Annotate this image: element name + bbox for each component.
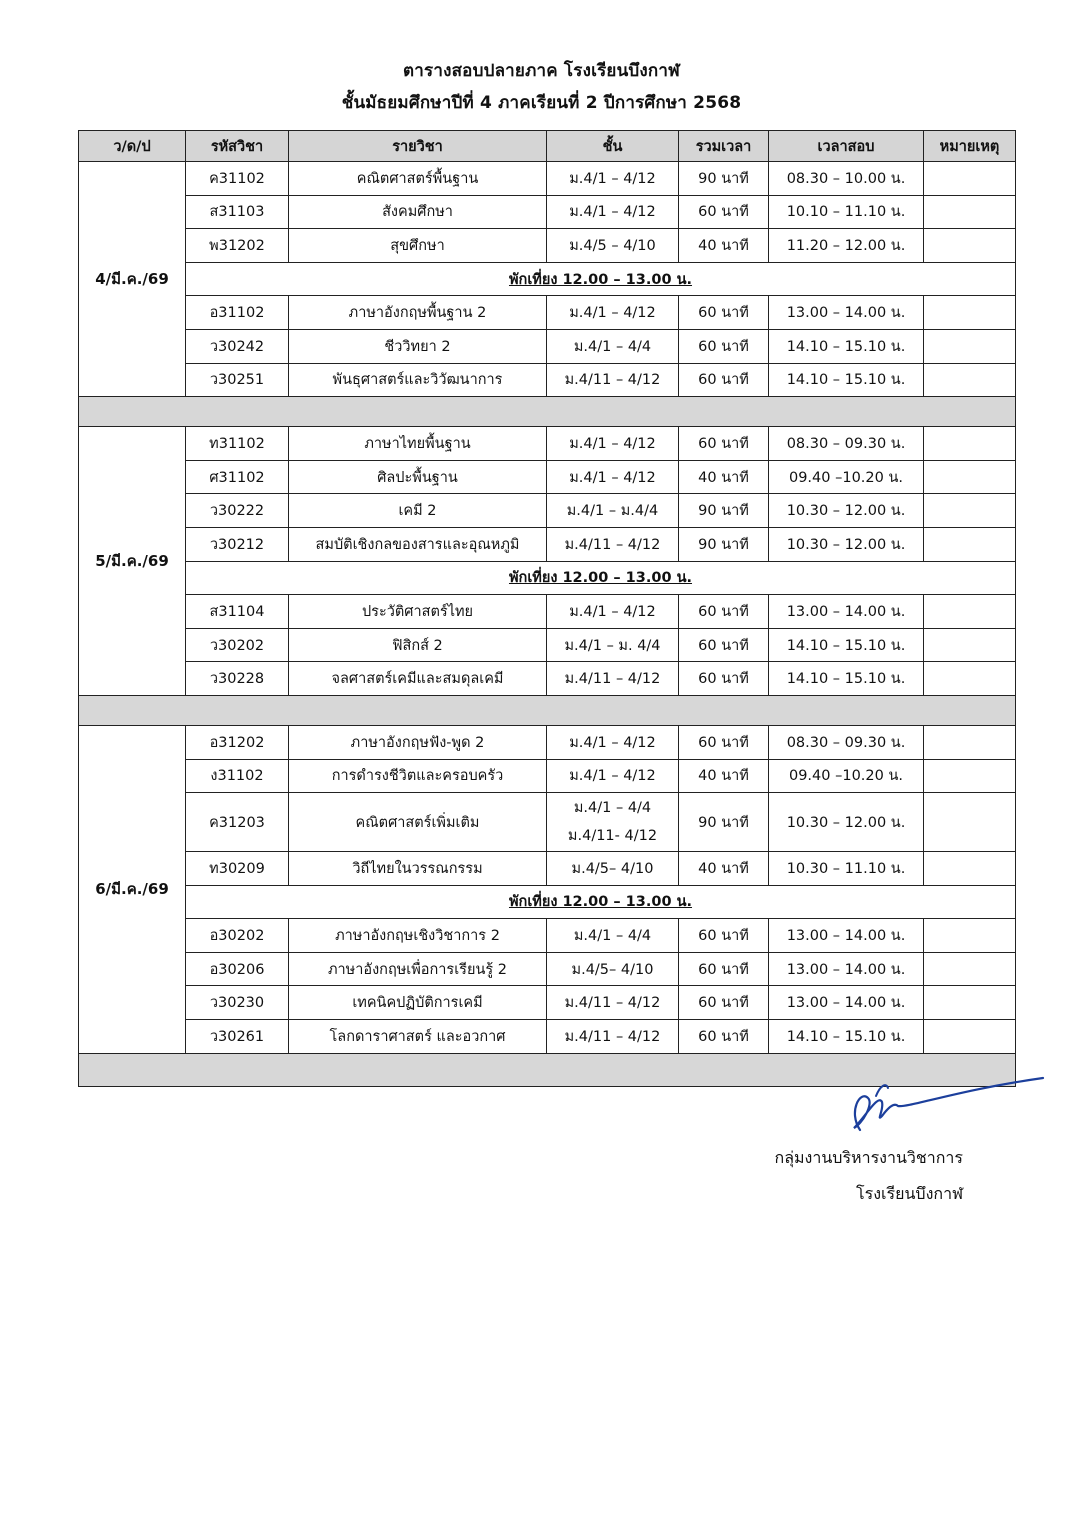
table-row [79, 296, 1016, 330]
exam-time: 13.00 – 14.00 น. [769, 296, 924, 330]
course-name: ภาษาอังกฤษฟัง-พูด 2 [289, 725, 547, 759]
class-level: ม.4/11 – 4/12 [547, 1020, 679, 1054]
course-name: วิถีไทยในวรรณกรรม [289, 852, 547, 886]
column-header-duration: รวมเวลา [679, 131, 769, 162]
lunch-break-label: พักเที่ยง 12.00 – 13.00 น. [186, 885, 1016, 919]
note-cell [924, 628, 1016, 662]
course-name: เคมี 2 [289, 494, 547, 528]
lunch-break-row [79, 262, 1016, 296]
duration: 60 นาที [679, 427, 769, 461]
exam-time: 09.40 –10.20 น. [769, 460, 924, 494]
duration: 90 นาที [679, 162, 769, 196]
course-code: ท30209 [186, 852, 289, 886]
column-header-code: รหัสวิชา [186, 131, 289, 162]
course-name: ภาษาไทยพื้นฐาน [289, 427, 547, 461]
class-level: ม.4/11 – 4/12 [547, 662, 679, 696]
course-code: ท31102 [186, 427, 289, 461]
column-header-note: หมายเหตุ [924, 131, 1016, 162]
table-row [79, 725, 1016, 759]
class-level: ม.4/1 – 4/4 [573, 800, 652, 817]
table-row [79, 986, 1016, 1020]
duration: 60 นาที [679, 662, 769, 696]
course-name: การดำรงชีวิตและครอบครัว [289, 759, 547, 793]
separator-cell [79, 397, 1016, 427]
course-name: สังคมศึกษา [289, 195, 547, 229]
table-row [79, 494, 1016, 528]
course-code: ส31104 [186, 595, 289, 629]
course-name: ประวัติศาสตร์ไทย [289, 595, 547, 629]
exam-time: 13.00 – 14.00 น. [769, 919, 924, 953]
table-row [79, 527, 1016, 561]
note-cell [924, 363, 1016, 397]
table-row [79, 229, 1016, 263]
table-row [79, 852, 1016, 886]
exam-time: 09.40 –10.20 น. [769, 759, 924, 793]
signature-stroke [876, 1085, 888, 1096]
class-level-cell [547, 793, 679, 852]
day-separator-row [79, 695, 1016, 725]
class-level: ม.4/1 – 4/12 [547, 725, 679, 759]
day-separator-row [79, 397, 1016, 427]
class-level: ม.4/5– 4/10 [547, 852, 679, 886]
course-code: อ31202 [186, 725, 289, 759]
course-code: ศ31102 [186, 460, 289, 494]
duration: 40 นาที [679, 460, 769, 494]
duration: 60 นาที [679, 595, 769, 629]
column-header-date: ว/ด/ป [79, 131, 186, 162]
course-name: โลกดาราศาสตร์ และอวกาศ [289, 1020, 547, 1054]
column-header-level: ชั้น [547, 131, 679, 162]
exam-date: 5/มี.ค./69 [79, 427, 186, 696]
duration: 90 นาที [679, 494, 769, 528]
duration: 90 นาที [679, 793, 769, 852]
signature-block [726, 1140, 963, 1212]
course-name: จลศาสตร์เคมีและสมดุลเคมี [289, 662, 547, 696]
duration: 40 นาที [679, 759, 769, 793]
note-cell [924, 595, 1016, 629]
exam-time: 14.10 – 15.10 น. [769, 363, 924, 397]
course-name: เทคนิคปฏิบัติการเคมี [289, 986, 547, 1020]
exam-date: 4/มี.ค./69 [79, 162, 186, 397]
course-code: อ30202 [186, 919, 289, 953]
table-row [79, 759, 1016, 793]
separator-cell [79, 695, 1016, 725]
class-level: ม.4/1 – 4/12 [547, 195, 679, 229]
course-name: ภาษาอังกฤษเพื่อการเรียนรู้ 2 [289, 952, 547, 986]
duration: 60 นาที [679, 296, 769, 330]
exam-time: 10.10 – 11.10 น. [769, 195, 924, 229]
note-cell [924, 296, 1016, 330]
exam-time: 08.30 – 09.30 น. [769, 427, 924, 461]
class-level: ม.4/1 – 4/4 [547, 919, 679, 953]
class-level: ม.4/11 – 4/12 [547, 363, 679, 397]
course-name: คณิตศาสตร์เพิ่มเติม [289, 793, 547, 852]
course-code: อ31102 [186, 296, 289, 330]
course-name: ชีววิทยา 2 [289, 329, 547, 363]
signature-image [838, 1072, 1048, 1142]
exam-time: 08.30 – 09.30 น. [769, 725, 924, 759]
class-level: ม.4/1 – 4/12 [547, 162, 679, 196]
duration: 60 นาที [679, 329, 769, 363]
duration: 90 นาที [679, 527, 769, 561]
note-cell [924, 195, 1016, 229]
lunch-break-label: พักเที่ยง 12.00 – 13.00 น. [186, 561, 1016, 595]
class-level: ม.4/11 – 4/12 [547, 527, 679, 561]
lunch-break-label: พักเที่ยง 12.00 – 13.00 น. [186, 262, 1016, 296]
course-code: ว30230 [186, 986, 289, 1020]
class-level: ม.4/1 – 4/12 [547, 296, 679, 330]
duration: 40 นาที [679, 852, 769, 886]
class-level: ม.4/1 – ม. 4/4 [547, 628, 679, 662]
lunch-break-row [79, 885, 1016, 919]
table-row [79, 1020, 1016, 1054]
note-cell [924, 1020, 1016, 1054]
class-level: ม.4/5– 4/10 [547, 952, 679, 986]
exam-time: 13.00 – 14.00 น. [769, 952, 924, 986]
note-cell [924, 329, 1016, 363]
note-cell [924, 162, 1016, 196]
table-row [79, 662, 1016, 696]
course-name: สมบัติเชิงกลของสารและอุณหภูมิ [289, 527, 547, 561]
course-code: อ30206 [186, 952, 289, 986]
school-name: โรงเรียนบึงกาฬ [856, 1184, 963, 1203]
document-subtitle: ชั้นมัธยมศึกษาปีที่ 4 ภาคเรียนที่ 2 ปีการศึกษา 2568 [341, 93, 742, 113]
note-cell [924, 460, 1016, 494]
course-code: ว30228 [186, 662, 289, 696]
class-level: ม.4/1 – 4/4 [547, 329, 679, 363]
table-row [79, 460, 1016, 494]
note-cell [924, 986, 1016, 1020]
exam-time: 13.00 – 14.00 น. [769, 595, 924, 629]
table-row [79, 363, 1016, 397]
table-header-row [79, 131, 1016, 162]
course-name: พันธุศาสตร์และวิวัฒนาการ [289, 363, 547, 397]
document-title: ตารางสอบปลายภาค โรงเรียนบึงกาฬ [403, 61, 680, 81]
exam-time: 14.10 – 15.10 น. [769, 1020, 924, 1054]
duration: 60 นาที [679, 725, 769, 759]
course-name: สุขศึกษา [289, 229, 547, 263]
note-cell [924, 229, 1016, 263]
note-cell [924, 527, 1016, 561]
course-name: คณิตศาสตร์พื้นฐาน [289, 162, 547, 196]
note-cell [924, 952, 1016, 986]
course-name: ภาษาอังกฤษเชิงวิชาการ 2 [289, 919, 547, 953]
duration: 60 นาที [679, 919, 769, 953]
table-row [79, 427, 1016, 461]
note-cell [924, 494, 1016, 528]
course-code: ว30251 [186, 363, 289, 397]
class-level: ม.4/1 – 4/12 [547, 759, 679, 793]
course-name: ฟิสิกส์ 2 [289, 628, 547, 662]
course-code: ส31103 [186, 195, 289, 229]
table-row [79, 952, 1016, 986]
department-name: กลุ่มงานบริหารงานวิชาการ [774, 1148, 963, 1167]
exam-time: 10.30 – 11.10 น. [769, 852, 924, 886]
class-level: ม.4/5 – 4/10 [547, 229, 679, 263]
exam-date: 6/มี.ค./69 [79, 725, 186, 1053]
course-code: ค31203 [186, 793, 289, 852]
note-cell [924, 725, 1016, 759]
table-row [79, 793, 1016, 852]
exam-time: 10.30 – 12.00 น. [769, 527, 924, 561]
exam-schedule-table [78, 130, 1016, 1087]
duration: 40 นาที [679, 229, 769, 263]
course-name: ภาษาอังกฤษพื้นฐาน 2 [289, 296, 547, 330]
table-row [79, 919, 1016, 953]
table-row [79, 195, 1016, 229]
class-level: ม.4/1 – 4/12 [547, 460, 679, 494]
duration: 60 นาที [679, 195, 769, 229]
exam-time: 14.10 – 15.10 น. [769, 662, 924, 696]
lunch-break-row [79, 561, 1016, 595]
class-level: ม.4/11- 4/12 [567, 828, 658, 845]
class-level: ม.4/1 – 4/12 [547, 427, 679, 461]
note-cell [924, 759, 1016, 793]
duration: 60 นาที [679, 1020, 769, 1054]
exam-time: 14.10 – 15.10 น. [769, 329, 924, 363]
note-cell [924, 852, 1016, 886]
course-code: ว30202 [186, 628, 289, 662]
duration: 60 นาที [679, 628, 769, 662]
exam-time: 13.00 – 14.00 น. [769, 986, 924, 1020]
note-cell [924, 427, 1016, 461]
note-cell [924, 793, 1016, 852]
class-level: ม.4/1 – ม.4/4 [547, 494, 679, 528]
exam-time: 08.30 – 10.00 น. [769, 162, 924, 196]
duration: 60 นาที [679, 952, 769, 986]
course-name: ศิลปะพื้นฐาน [289, 460, 547, 494]
table-row [79, 162, 1016, 196]
exam-time: 14.10 – 15.10 น. [769, 628, 924, 662]
course-code: ว30222 [186, 494, 289, 528]
exam-time: 10.30 – 12.00 น. [769, 793, 924, 852]
course-code: ว30212 [186, 527, 289, 561]
table-row [79, 329, 1016, 363]
duration: 60 นาที [679, 986, 769, 1020]
class-level: ม.4/1 – 4/12 [547, 595, 679, 629]
course-code: ง31102 [186, 759, 289, 793]
course-code: ค31102 [186, 162, 289, 196]
exam-time: 10.30 – 12.00 น. [769, 494, 924, 528]
note-cell [924, 919, 1016, 953]
duration: 60 นาที [679, 363, 769, 397]
course-code: ว30242 [186, 329, 289, 363]
class-level: ม.4/11 – 4/12 [547, 986, 679, 1020]
column-header-time: เวลาสอบ [769, 131, 924, 162]
table-row [79, 628, 1016, 662]
column-header-subject: รายวิชา [289, 131, 547, 162]
table-row [79, 595, 1016, 629]
course-code: พ31202 [186, 229, 289, 263]
exam-time: 11.20 – 12.00 น. [769, 229, 924, 263]
course-code: ว30261 [186, 1020, 289, 1054]
note-cell [924, 662, 1016, 696]
